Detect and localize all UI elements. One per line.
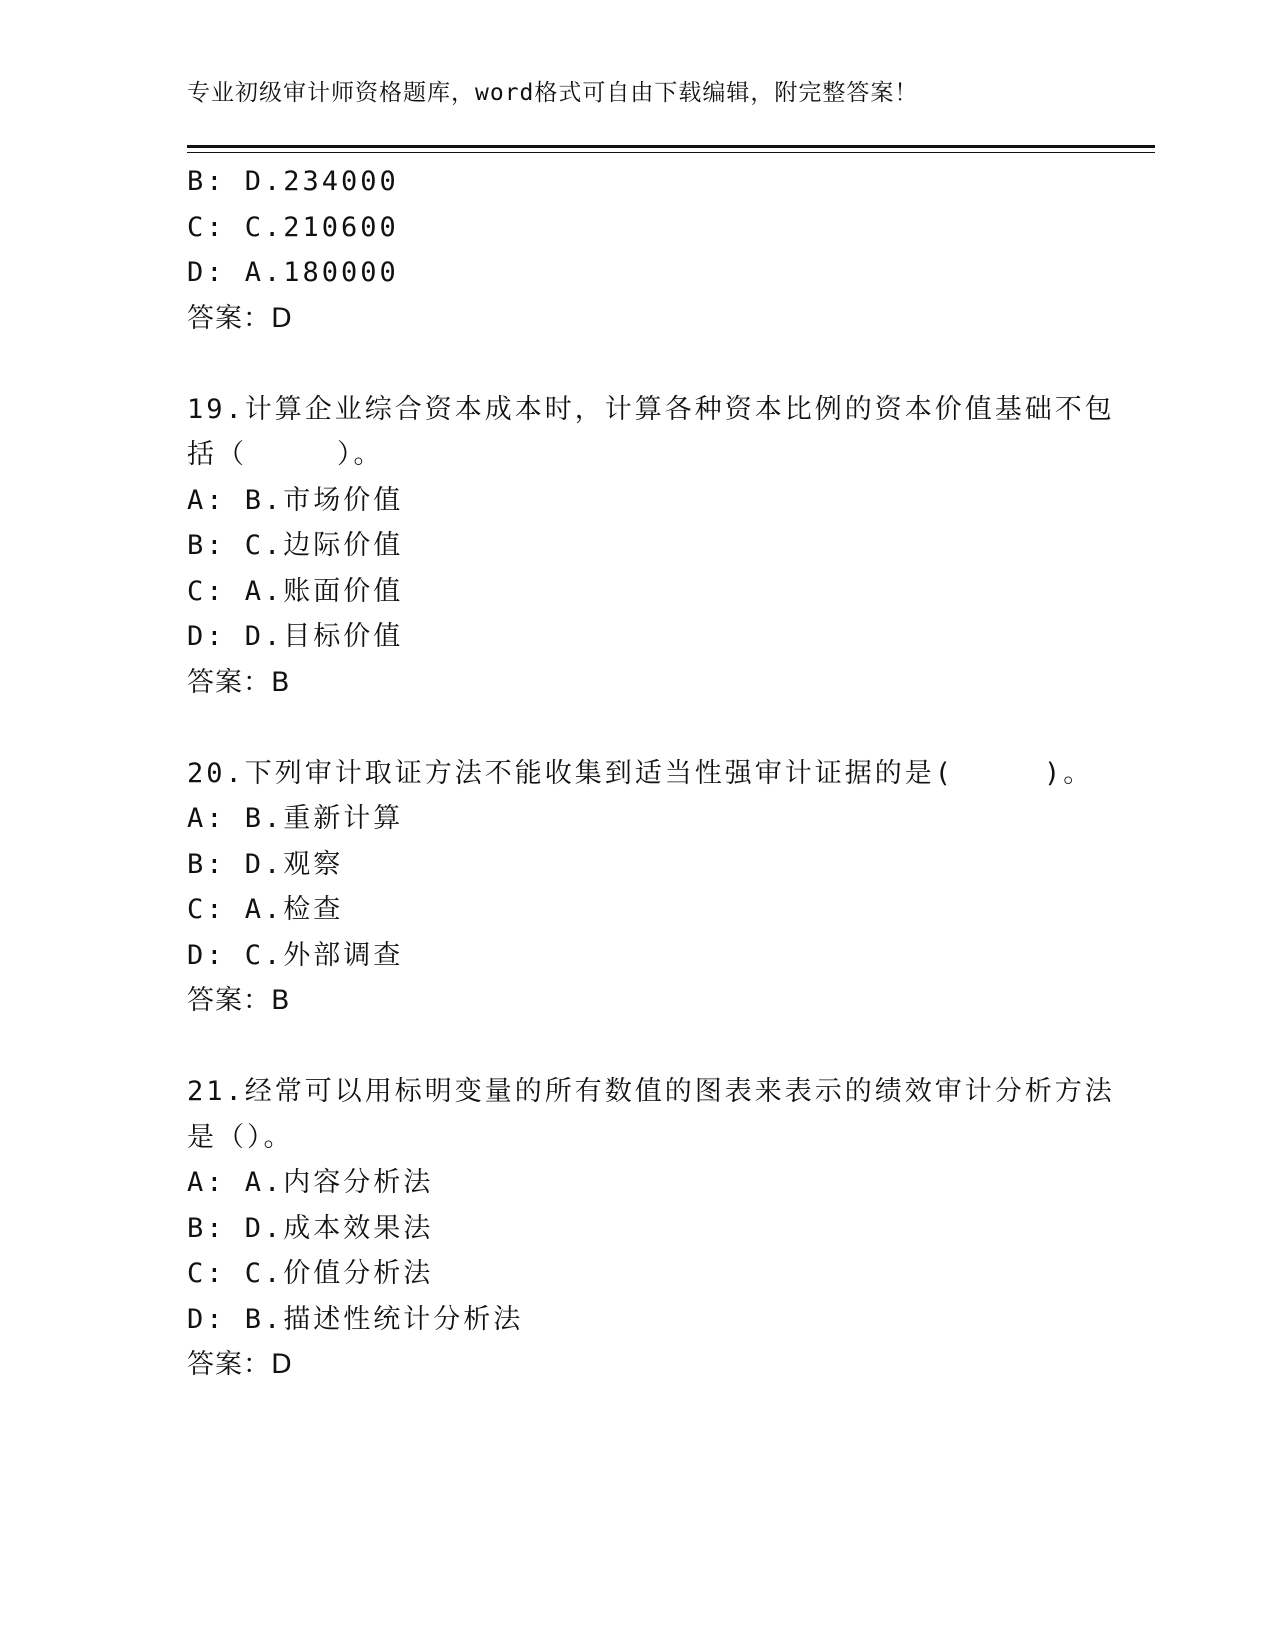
option-line: B: D.成本效果法 [187, 1212, 434, 1244]
stem-line: 括（ ）。 [187, 439, 384, 470]
option-line: D: A.180000 [187, 257, 399, 288]
stem-line: 19.计算企业综合资本成本时，计算各种资本比例的资本价值基础不包 [187, 393, 1115, 425]
option-line: B: D.观察 [187, 848, 344, 880]
answer-line: 答案：B [187, 666, 291, 698]
answer-line: 答案：B [187, 985, 291, 1016]
question-stem [187, 751, 1094, 797]
question-21 [187, 1069, 1115, 1388]
option-line: A: B.市场价值 [187, 484, 404, 516]
option-line: A: B.重新计算 [187, 803, 404, 834]
stem-line: 是（）。 [187, 1121, 294, 1153]
option-line: C: A.账面价值 [187, 575, 404, 607]
option-line: C: C.价值分析法 [187, 1258, 434, 1289]
option-line: C: A.检查 [187, 894, 344, 925]
option-line: B: C.边际价值 [187, 530, 404, 561]
question-stem [187, 1069, 1115, 1160]
header-rule [187, 145, 1155, 153]
option-line: A: A.内容分析法 [187, 1167, 434, 1198]
question-stem [187, 387, 1115, 478]
option-line: D: D.目标价值 [187, 621, 404, 652]
question-19 [187, 387, 1115, 706]
option-line: D: B.描述性统计分析法 [187, 1303, 524, 1335]
option-line: B: D.234000 [187, 166, 399, 197]
answer-line: 答案：D [187, 1349, 293, 1380]
document-content [187, 159, 1115, 1388]
top-block [187, 159, 1087, 341]
answer-line: 答案：D [187, 302, 293, 334]
page-header: 专业初级审计师资格题库，word格式可自由下载编辑，附完整答案！ [187, 80, 919, 106]
question-20 [187, 751, 1094, 1024]
stem-line: 20.下列审计取证方法不能收集到适当性强审计证据的是( )。 [187, 757, 1094, 789]
stem-line: 21.经常可以用标明变量的所有数值的图表来表示的绩效审计分析方法 [187, 1076, 1115, 1107]
option-line: C: C.210600 [187, 211, 399, 243]
option-line: D: C.外部调查 [187, 939, 404, 971]
